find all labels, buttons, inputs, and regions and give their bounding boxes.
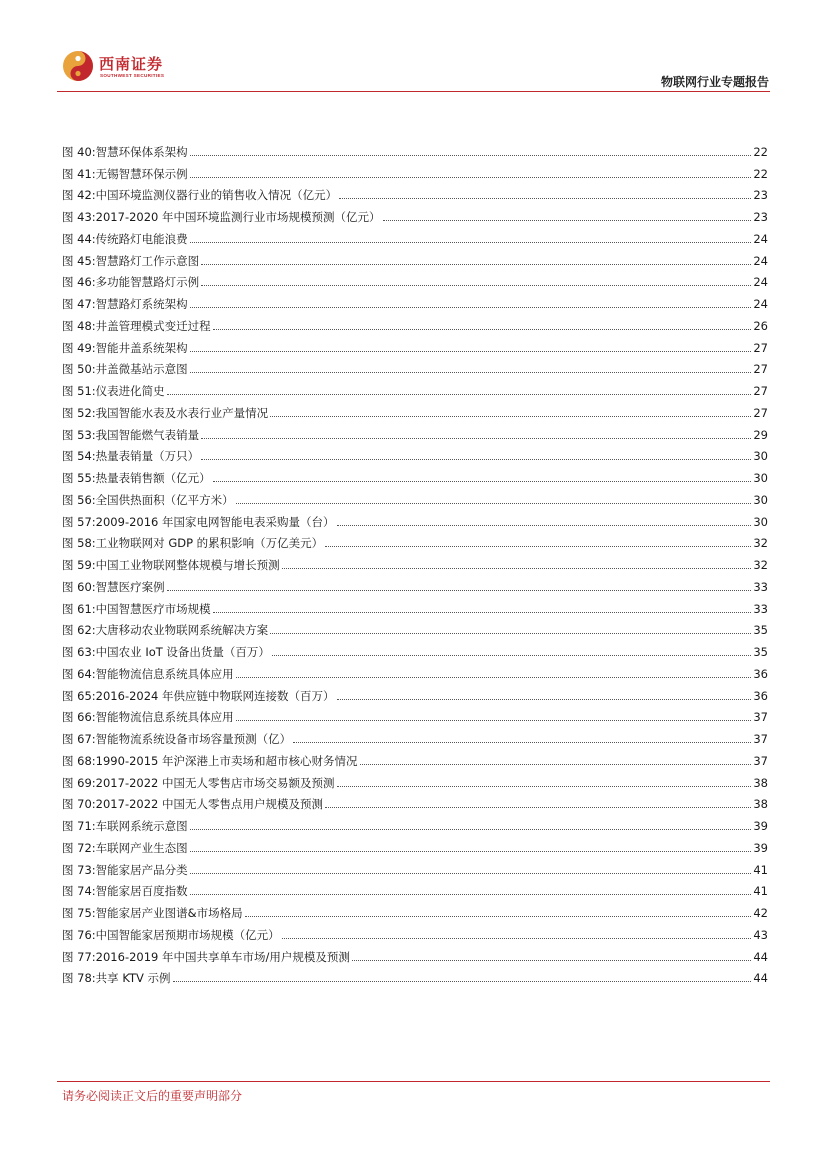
page-number: 22 (753, 144, 768, 159)
page-number: 23 (753, 210, 768, 224)
dot-leader (201, 264, 751, 265)
dot-leader (190, 873, 752, 874)
logo-mark-icon (62, 50, 94, 82)
dot-leader (213, 481, 752, 482)
dot-leader (190, 851, 752, 852)
dot-leader (236, 677, 752, 678)
toc-entry[interactable] (62, 159, 768, 181)
toc-entry[interactable] (62, 811, 768, 833)
toc-entry[interactable] (62, 942, 768, 964)
toc-entry[interactable] (62, 594, 768, 616)
toc-entry[interactable] (62, 790, 768, 812)
figure-title: 智慧路灯系统架构 (95, 297, 188, 311)
page-number: 27 (753, 362, 768, 377)
page-number: 23 (753, 188, 768, 203)
dot-leader (236, 720, 752, 721)
dot-leader (190, 351, 752, 352)
figure-title: 2017-2022 中国无人零售点用户规模及预测 (95, 797, 324, 812)
page-number: 22 (753, 166, 768, 181)
figure-number: 图 42: (62, 188, 96, 203)
figure-title: 中国智能家居预期市场规模（亿元） (95, 927, 280, 942)
dot-leader (270, 633, 751, 634)
figure-number: 图 77: (62, 949, 96, 964)
figure-number: 图 63: (62, 645, 96, 659)
figure-number: 图 56: (62, 492, 96, 507)
figure-number: 图 59: (62, 558, 96, 572)
figure-title: 智慧医疗案例 (95, 579, 165, 594)
figure-number: 图 76: (62, 927, 96, 942)
dot-leader (325, 807, 751, 808)
figure-number: 图 72: (62, 840, 96, 855)
figure-number: 图 61: (62, 601, 96, 616)
figure-number: 图 46: (62, 275, 96, 290)
toc-entry[interactable] (62, 768, 768, 790)
toc-entry[interactable] (62, 507, 768, 529)
figure-title: 智能物流系统设备市场容量预测（亿） (95, 732, 292, 746)
figure-title: 多功能智慧路灯示例 (95, 275, 200, 290)
figure-title: 共享 KTV 示例 (95, 971, 171, 986)
page-number: 36 (753, 666, 768, 681)
figure-title: 热量表销售额（亿元） (95, 471, 211, 485)
toc-entry[interactable] (62, 703, 768, 725)
dot-leader (282, 568, 752, 569)
dot-leader (383, 220, 752, 221)
toc-entry[interactable] (62, 898, 768, 920)
dot-leader (245, 916, 752, 917)
page-number: 39 (753, 819, 768, 833)
figure-number: 图 41: (62, 166, 96, 181)
page-number: 43 (753, 927, 768, 942)
toc-entry[interactable] (62, 376, 768, 398)
page-number: 32 (753, 558, 768, 572)
page-number: 24 (753, 231, 768, 246)
figure-number: 图 70: (62, 797, 96, 812)
page-header (0, 0, 827, 96)
dot-leader (213, 612, 752, 613)
dot-leader (213, 329, 752, 330)
toc-entry[interactable] (62, 637, 768, 659)
figure-number: 图 55: (62, 471, 96, 485)
toc-entry[interactable] (62, 572, 768, 594)
dot-leader (337, 786, 752, 787)
page-number: 27 (753, 405, 768, 420)
figure-title: 我国智能水表及水表行业产量情况 (95, 405, 269, 420)
toc-entry[interactable] (62, 137, 768, 159)
toc-entry[interactable] (62, 746, 768, 768)
figure-title: 2017-2020 年中国环境监测行业市场规模预测（亿元） (95, 210, 381, 224)
dot-leader (190, 242, 752, 243)
dot-leader (325, 546, 751, 547)
page-number: 38 (753, 797, 768, 812)
figure-title: 智能家居产品分类 (95, 862, 188, 877)
toc-entry[interactable] (62, 442, 768, 464)
toc-entry[interactable] (62, 855, 768, 877)
figure-number: 图 69: (62, 775, 96, 790)
figure-title: 无锡智慧环保示例 (95, 166, 188, 181)
dot-leader (293, 742, 751, 743)
figure-number: 图 58: (62, 536, 96, 551)
figure-title: 智能家居产业图谱&市场格局 (95, 906, 243, 920)
figure-title: 中国环境监测仪器行业的销售收入情况（亿元） (95, 188, 338, 203)
figure-number: 图 68: (62, 753, 96, 768)
page-number: 39 (753, 840, 768, 855)
figure-number: 图 54: (62, 449, 96, 464)
toc-entry[interactable] (62, 420, 768, 442)
figure-title: 1990-2015 年沪深港上市卖场和超市核心财务情况 (95, 753, 358, 768)
figure-title: 井盖微基站示意图 (95, 362, 188, 377)
page-number: 38 (753, 775, 768, 790)
dot-leader (337, 525, 752, 526)
toc-entry[interactable] (62, 833, 768, 855)
figure-number: 图 50: (62, 362, 96, 377)
figure-number: 图 74: (62, 884, 96, 899)
page-number: 42 (753, 906, 768, 920)
figure-title: 中国工业物联网整体规模与增长预测 (95, 558, 280, 572)
page-number: 44 (753, 971, 768, 986)
figure-number: 图 45: (62, 253, 96, 268)
dot-leader (201, 285, 751, 286)
toc-entry[interactable] (62, 964, 768, 986)
figure-title: 2016-2019 年中国共享单车市场/用户规模及预测 (95, 949, 350, 964)
figure-title: 2009-2016 年国家电网智能电表采购量（台） (95, 514, 335, 529)
disclaimer-note: 请务必阅读正文后的重要声明部分 (62, 1089, 243, 1103)
dot-leader (190, 177, 752, 178)
figure-title: 智能物流信息系统具体应用 (95, 666, 234, 681)
toc-entry[interactable] (62, 463, 768, 485)
figure-title: 井盖管理模式变迁过程 (95, 318, 211, 333)
dot-leader (339, 198, 751, 199)
page-number: 30 (753, 492, 768, 507)
page-number: 37 (753, 710, 768, 725)
figure-title: 智能家居百度指数 (95, 884, 188, 899)
dot-leader (167, 590, 752, 591)
page-number: 30 (753, 514, 768, 529)
toc-entry[interactable] (62, 398, 768, 420)
toc-entry[interactable] (62, 529, 768, 551)
dot-leader (201, 438, 751, 439)
page-number: 41 (753, 884, 768, 899)
figure-title: 热量表销量（万只） (95, 449, 200, 464)
toc-entry[interactable] (62, 202, 768, 224)
figure-number: 图 48: (62, 318, 96, 333)
toc-entry[interactable] (62, 616, 768, 638)
page-number: 30 (753, 471, 768, 485)
page-number: 35 (753, 645, 768, 659)
figure-number: 图 60: (62, 579, 96, 594)
dot-leader (337, 699, 752, 700)
figure-title: 车联网系统示意图 (95, 819, 188, 833)
dot-leader (190, 894, 752, 895)
page-number: 37 (753, 753, 768, 768)
company-logo (62, 50, 182, 86)
toc-entry[interactable] (62, 877, 768, 899)
figure-title: 中国智慧医疗市场规模 (95, 601, 211, 616)
toc-entry[interactable] (62, 246, 768, 268)
dot-leader (167, 394, 752, 395)
figure-number: 图 57: (62, 514, 96, 529)
dot-leader (173, 981, 752, 982)
page-number: 29 (753, 427, 768, 442)
page-number: 35 (753, 623, 768, 638)
figure-number: 图 78: (62, 971, 96, 986)
dot-leader (270, 416, 751, 417)
toc-entry[interactable] (62, 485, 768, 507)
toc-entry[interactable] (62, 289, 768, 311)
figure-number: 图 44: (62, 231, 96, 246)
toc-entry[interactable] (62, 550, 768, 572)
figure-title: 全国供热面积（亿平方米） (95, 492, 234, 507)
figure-number: 图 43: (62, 210, 96, 224)
toc-entry[interactable] (62, 181, 768, 203)
page-number: 44 (753, 949, 768, 964)
dot-leader (190, 155, 752, 156)
dot-leader (190, 829, 752, 830)
logo-text-en: SOUTHWEST SECURITIES (100, 73, 165, 78)
figure-title: 智慧环保体系架构 (95, 144, 188, 159)
page-number: 41 (753, 862, 768, 877)
page-number: 26 (753, 318, 768, 333)
dot-leader (352, 960, 751, 961)
dot-leader (190, 372, 752, 373)
page-number: 33 (753, 579, 768, 594)
figure-title: 2017-2022 中国无人零售店市场交易额及预测 (95, 775, 335, 790)
figure-number: 图 64: (62, 666, 96, 681)
page-number: 37 (753, 732, 768, 746)
figure-number: 图 52: (62, 405, 96, 420)
page-number: 30 (753, 449, 768, 464)
figure-number: 图 62: (62, 623, 96, 638)
figure-number: 图 53: (62, 427, 96, 442)
figure-title: 工业物联网对 GDP 的累积影响（万亿美元） (95, 536, 324, 551)
toc-entry[interactable] (62, 224, 768, 246)
figure-title: 仪表进化简史 (95, 384, 165, 398)
figure-title: 我国智能燃气表销量 (95, 427, 200, 442)
toc-entry[interactable] (62, 355, 768, 377)
figure-number: 图 67: (62, 732, 96, 746)
dot-leader (190, 307, 752, 308)
page-number: 33 (753, 601, 768, 616)
toc-entry[interactable] (62, 333, 768, 355)
figure-number: 图 47: (62, 297, 96, 311)
toc-entry[interactable] (62, 724, 768, 746)
figure-number: 图 65: (62, 688, 96, 703)
figure-title: 车联网产业生态图 (95, 840, 188, 855)
figure-index-list (62, 137, 768, 985)
figure-number: 图 75: (62, 906, 96, 920)
figure-title: 中国农业 IoT 设备出货量（百万） (95, 645, 270, 659)
figure-number: 图 40: (62, 144, 96, 159)
toc-entry[interactable] (62, 311, 768, 333)
report-title: 物联网行业专题报告 (660, 75, 769, 89)
toc-entry[interactable] (62, 268, 768, 290)
page-number: 32 (753, 536, 768, 551)
figure-number: 图 49: (62, 340, 96, 355)
logo-text-cn: 西南证券 (99, 55, 164, 73)
dot-leader (360, 764, 752, 765)
toc-entry[interactable] (62, 920, 768, 942)
figure-title: 智慧路灯工作示意图 (95, 253, 200, 268)
page-number: 27 (753, 384, 768, 398)
figure-number: 图 73: (62, 862, 96, 877)
page-number: 36 (753, 688, 768, 703)
figure-number: 图 71: (62, 819, 96, 833)
figure-title: 2016-2024 年供应链中物联网连接数（百万） (95, 688, 335, 703)
dot-leader (236, 503, 752, 504)
dot-leader (272, 655, 751, 656)
figure-title: 智能物流信息系统具体应用 (95, 710, 234, 725)
header-divider (57, 91, 770, 92)
page-number: 27 (753, 340, 768, 355)
dot-leader (201, 459, 751, 460)
page-number: 24 (753, 253, 768, 268)
figure-title: 传统路灯电能浪费 (95, 231, 188, 246)
page-number: 24 (753, 297, 768, 311)
figure-title: 智能井盖系统架构 (95, 340, 188, 355)
figure-number: 图 51: (62, 384, 96, 398)
footer-divider (57, 1081, 770, 1082)
figure-number: 图 66: (62, 710, 96, 725)
figure-title: 大唐移动农业物联网系统解决方案 (95, 623, 269, 638)
dot-leader (282, 938, 752, 939)
toc-entry[interactable] (62, 681, 768, 703)
page-number: 24 (753, 275, 768, 290)
toc-entry[interactable] (62, 659, 768, 681)
